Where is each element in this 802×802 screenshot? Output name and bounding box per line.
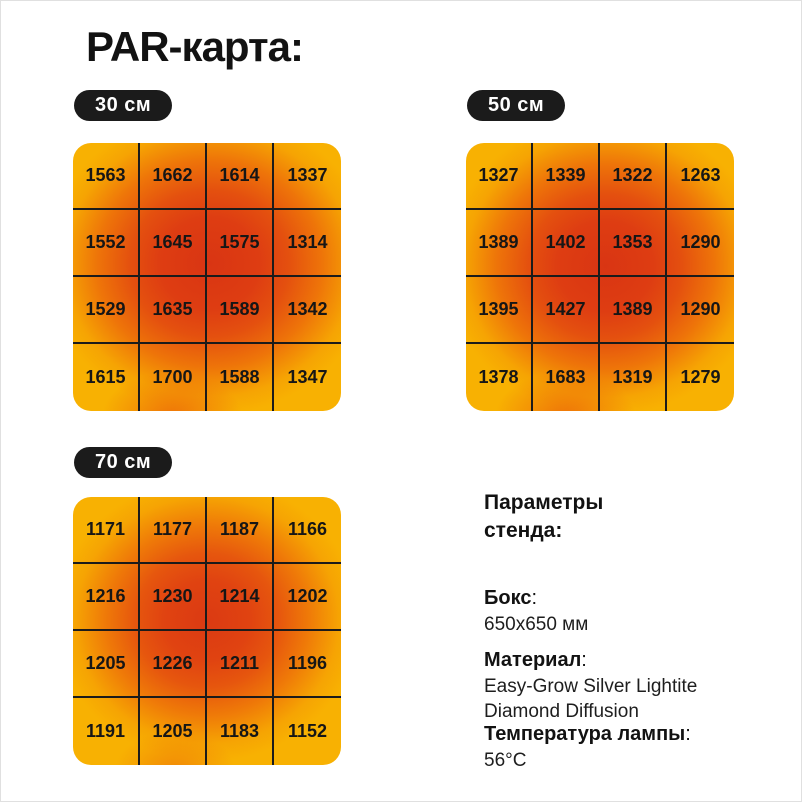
par-cell: 1645 [140,210,207,277]
par-cell: 1290 [667,210,734,277]
par-cell: 1216 [73,564,140,631]
params-heading: Параметры стенда: [484,491,604,542]
par-grid-70cm [73,497,341,765]
par-cell: 1389 [466,210,533,277]
par-cell: 1327 [466,143,533,210]
param-lamp-temperature-label: Температура лампы: [484,723,691,745]
par-cell: 1342 [274,277,341,344]
par-cell: 1529 [73,277,140,344]
par-cell: 1552 [73,210,140,277]
par-cell: 1226 [140,631,207,698]
par-cell: 1575 [207,210,274,277]
par-cell: 1196 [274,631,341,698]
par-cell: 1635 [140,277,207,344]
par-cell: 1589 [207,277,274,344]
par-cell: 1395 [466,277,533,344]
par-cell: 1563 [73,143,140,210]
par-cell: 1314 [274,210,341,277]
par-cell: 1290 [667,277,734,344]
par-cell: 1378 [466,344,533,411]
par-cell: 1187 [207,497,274,564]
par-cell: 1353 [600,210,667,277]
par-cell: 1614 [207,143,274,210]
par-cell: 1211 [207,631,274,698]
par-cell: 1205 [73,631,140,698]
badge-70cm: 70 см [74,447,172,478]
badge-50cm: 50 см [467,90,565,121]
par-cell: 1214 [207,564,274,631]
par-cell: 1152 [287,721,328,741]
par-cell: 1683 [533,344,600,411]
par-cell: 1177 [140,497,207,564]
param-box-label: Бокс: [484,587,538,609]
par-cell: 1230 [140,564,207,631]
par-grid-50cm [466,143,734,411]
param-lamp-temperature [484,721,739,773]
param-box-value: 650x650 мм [484,614,589,635]
par-cell: 1263 [667,143,734,210]
par-grid-30cm [73,143,341,411]
par-cell: 1427 [533,277,600,344]
param-material-label: Материал: [484,649,587,671]
par-cell: 1615 [73,344,140,411]
par-cell: 1339 [533,143,600,210]
par-cell: 1588 [207,344,274,411]
par-cell: 1347 [287,367,328,387]
par-cell: 1322 [600,143,667,210]
par-cell: 1205 [140,698,207,765]
par-cell: 1389 [600,277,667,344]
badge-30cm: 30 см [74,90,172,121]
par-cell: 1171 [73,497,140,564]
par-cell: 1662 [140,143,207,210]
page-title: PAR-карта: [86,23,303,70]
par-cell: 1700 [140,344,207,411]
param-material-value: Easy-Grow Silver Lightite Diamond Diffusion [484,676,698,722]
param-lamp-temperature-value: 56°C [484,750,527,771]
param-box [484,585,739,637]
par-cell: 1183 [207,698,274,765]
param-material [484,647,739,724]
par-cell: 1191 [73,698,140,765]
par-cell: 1337 [274,143,341,210]
par-cell: 1279 [680,367,721,387]
par-cell: 1202 [274,564,341,631]
par-cell: 1166 [274,497,341,564]
par-cell: 1402 [533,210,600,277]
par-cell: 1319 [600,344,667,411]
